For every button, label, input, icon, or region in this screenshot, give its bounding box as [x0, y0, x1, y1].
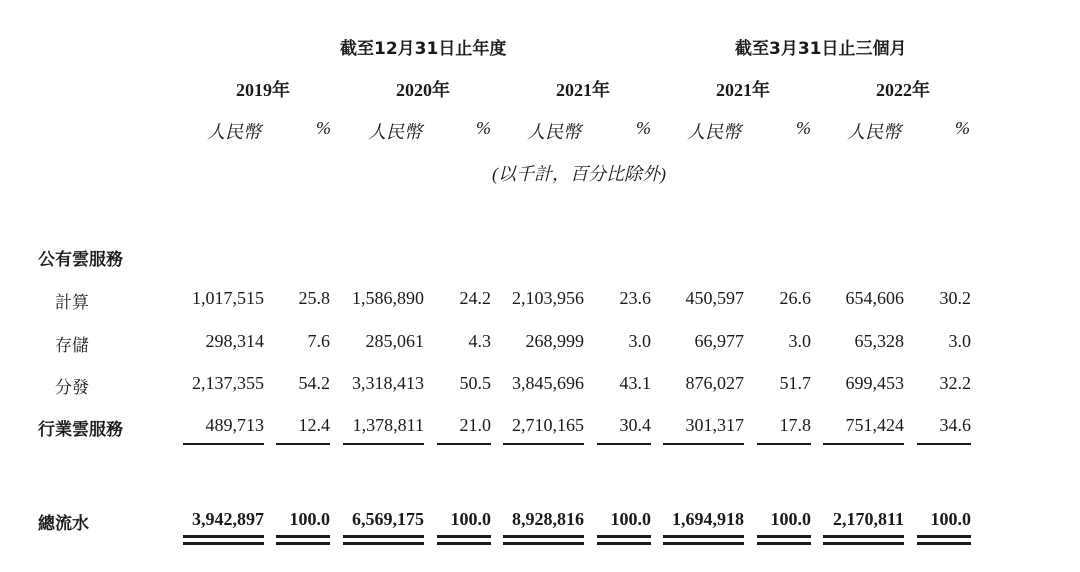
unit-currency-3: 人民幣 — [527, 122, 581, 142]
percent-cell: 34.6 — [939, 415, 971, 435]
year-header-2022-q1: 2022年 — [876, 80, 930, 100]
amount-cell: 751,424 — [845, 415, 904, 435]
amount-cell: 8,928,816 — [512, 509, 584, 529]
amount-cell: 876,027 — [685, 373, 744, 393]
subtotal-rule-6 — [597, 443, 651, 445]
amount-cell: 3,318,413 — [352, 373, 424, 393]
subtotal-rule-3 — [343, 443, 424, 445]
subtotal-rule-7 — [663, 443, 744, 445]
amount-cell: 6,569,175 — [352, 509, 424, 529]
row-label-compute: 計算 — [55, 293, 89, 313]
amount-cell: 66,977 — [694, 331, 744, 351]
percent-cell: 26.6 — [779, 288, 811, 308]
amount-cell: 65,328 — [854, 331, 904, 351]
percent-cell: 100.0 — [930, 509, 971, 529]
unit-currency-5: 人民幣 — [847, 122, 901, 142]
percent-cell: 17.8 — [779, 415, 811, 435]
unit-currency-2: 人民幣 — [368, 122, 422, 142]
percent-cell: 12.4 — [298, 415, 330, 435]
percent-cell: 24.2 — [459, 288, 491, 308]
percent-cell: 50.5 — [459, 373, 491, 393]
total-double-rule-10 — [917, 535, 971, 545]
group-header-year: 截至12月31日止年度 — [340, 39, 507, 59]
amount-cell: 489,713 — [205, 415, 264, 435]
amount-cell: 2,137,355 — [192, 373, 264, 393]
total-double-rule-1 — [183, 535, 264, 545]
percent-cell: 54.2 — [298, 373, 330, 393]
subtotal-rule-9 — [823, 443, 904, 445]
amount-cell: 3,845,696 — [512, 373, 584, 393]
percent-cell: 30.4 — [619, 415, 651, 435]
amount-cell: 285,061 — [365, 331, 424, 351]
unit-pct-2: % — [476, 118, 491, 138]
year-header-2019: 2019年 — [236, 80, 290, 100]
amount-cell: 1,378,811 — [352, 415, 424, 435]
year-header-2021: 2021年 — [556, 80, 610, 100]
amount-cell: 2,103,956 — [512, 288, 584, 308]
amount-cell: 450,597 — [685, 288, 744, 308]
row-label-total-gmv: 總流水 — [38, 514, 89, 534]
unit-currency-4: 人民幣 — [687, 122, 741, 142]
subtotal-rule-1 — [183, 443, 264, 445]
unit-pct-4: % — [796, 118, 811, 138]
total-double-rule-6 — [597, 535, 651, 545]
percent-cell: 7.6 — [307, 331, 330, 351]
percent-cell: 25.8 — [298, 288, 330, 308]
percent-cell: 21.0 — [459, 415, 491, 435]
percent-cell: 4.3 — [468, 331, 491, 351]
percent-cell: 3.0 — [788, 331, 811, 351]
amount-cell: 2,170,811 — [832, 509, 904, 529]
percent-cell: 100.0 — [770, 509, 811, 529]
total-double-rule-3 — [343, 535, 424, 545]
percent-cell: 100.0 — [289, 509, 330, 529]
amount-cell: 699,453 — [845, 373, 904, 393]
amount-cell: 2,710,165 — [512, 415, 584, 435]
unit-pct-1: % — [316, 118, 331, 138]
total-double-rule-9 — [823, 535, 904, 545]
percent-cell: 32.2 — [939, 373, 971, 393]
year-header-2020: 2020年 — [396, 80, 450, 100]
row-label-public-cloud: 公有雲服務 — [38, 250, 123, 270]
group-header-quarter: 截至3月31日止三個月 — [735, 39, 907, 59]
amount-cell: 1,586,890 — [352, 288, 424, 308]
percent-cell: 100.0 — [450, 509, 491, 529]
total-double-rule-5 — [503, 535, 584, 545]
subtotal-rule-4 — [437, 443, 491, 445]
year-header-2021-q1: 2021年 — [716, 80, 770, 100]
percent-cell: 30.2 — [939, 288, 971, 308]
percent-cell: 43.1 — [619, 373, 651, 393]
amount-cell: 301,317 — [685, 415, 744, 435]
unit-currency-1: 人民幣 — [207, 122, 261, 142]
total-double-rule-4 — [437, 535, 491, 545]
unit-note: (以千計，百分比除外) — [492, 164, 666, 184]
percent-cell: 3.0 — [628, 331, 651, 351]
amount-cell: 298,314 — [205, 331, 264, 351]
row-label-distribution: 分發 — [55, 378, 89, 398]
amount-cell: 654,606 — [845, 288, 904, 308]
percent-cell: 100.0 — [610, 509, 651, 529]
percent-cell: 51.7 — [779, 373, 811, 393]
amount-cell: 268,999 — [525, 331, 584, 351]
percent-cell: 3.0 — [948, 331, 971, 351]
amount-cell: 3,942,897 — [192, 509, 264, 529]
subtotal-rule-10 — [917, 443, 971, 445]
row-label-industry-cloud: 行業雲服務 — [38, 420, 123, 440]
total-double-rule-8 — [757, 535, 811, 545]
subtotal-rule-8 — [757, 443, 811, 445]
unit-pct-5: % — [955, 118, 970, 138]
unit-pct-3: % — [636, 118, 651, 138]
row-label-storage: 存儲 — [55, 336, 89, 356]
subtotal-rule-2 — [276, 443, 330, 445]
amount-cell: 1,017,515 — [192, 288, 264, 308]
percent-cell: 23.6 — [619, 288, 651, 308]
subtotal-rule-5 — [503, 443, 584, 445]
total-double-rule-7 — [663, 535, 744, 545]
total-double-rule-2 — [276, 535, 330, 545]
amount-cell: 1,694,918 — [672, 509, 744, 529]
